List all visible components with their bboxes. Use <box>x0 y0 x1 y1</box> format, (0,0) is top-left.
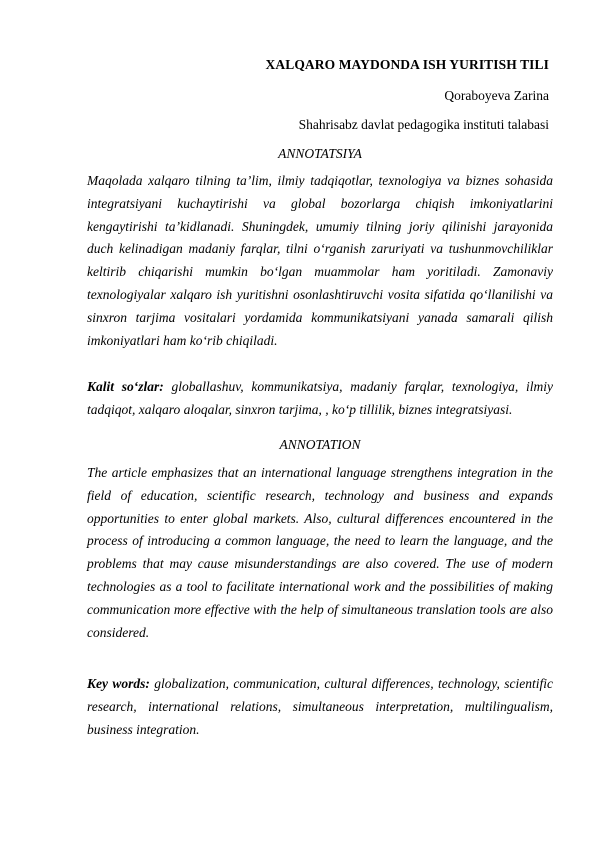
uz-keywords-label: Kalit so‘zlar: <box>87 379 164 394</box>
uz-abstract: Maqolada xalqaro tilning ta’lim, ilmiy tadqiqotlar, texnologiya va biznes sohasida integratsiyani kuchaytirishi va global bozorlarga chiqish imkoniyatlarini kengaytirishi ta’kidlanadi. Shuningdek, umumiy tilning joriy qilinishi jarayonida duch kelinadigan madaniy farqlar, tilni o‘rganish zaruriyati va tushunmovchiliklar keltirib chiqarishi mumkin bo‘lgan muammolar ham yoritiladi. Zamonaviy texnologiyalar xalqaro ish yuritishni osonlashtiruvchi vosita sifatida qo‘llanilishi va sinxron tarjima vositalari yordamida kommunikatsiyani yanada samarali qilish imkoniyatlari ham ko‘rib chiqiladi. <box>87 173 553 348</box>
uz-annotation-heading: ANNOTATSIYA <box>278 146 362 161</box>
uz-keywords <box>87 376 553 422</box>
en-keywords-label: Key words: <box>87 676 150 691</box>
uz-keywords-list: globallashuv, kommunikatsiya, madaniy farqlar, texnologiya, ilmiy tadqiqot, xalqaro aloqalar, sinxron tarjima, , ko‘p tillilik, biznes integratsiyasi. <box>87 379 553 417</box>
paper-title: XALQARO MAYDONDA ISH YURITISH TILI <box>265 57 549 72</box>
en-annotation-heading: ANNOTATION <box>279 437 361 452</box>
en-keywords <box>87 673 553 741</box>
author-affiliation: Shahrisabz davlat pedagogika instituti talabasi <box>298 117 549 132</box>
author-name: Qoraboyeva Zarina <box>444 88 549 103</box>
en-abstract: The article emphasizes that an international language strengthens integration in the field of education, scientific research, technology and business and expands opportunities to enter global markets. Also, cultural differences encountered in the process of introducing a common language, the need to learn the language, and the problems that may cause misunderstandings are also covered. The use of modern technologies as a tool to facilitate international work and the possibilities of making communication more effective with the help of simultaneous translation tools are also considered. <box>87 465 553 640</box>
en-keywords-list: globalization, communication, cultural differences, technology, scientific research, international relations, simultaneous interpretation, multilingualism, business integration. <box>87 676 553 737</box>
